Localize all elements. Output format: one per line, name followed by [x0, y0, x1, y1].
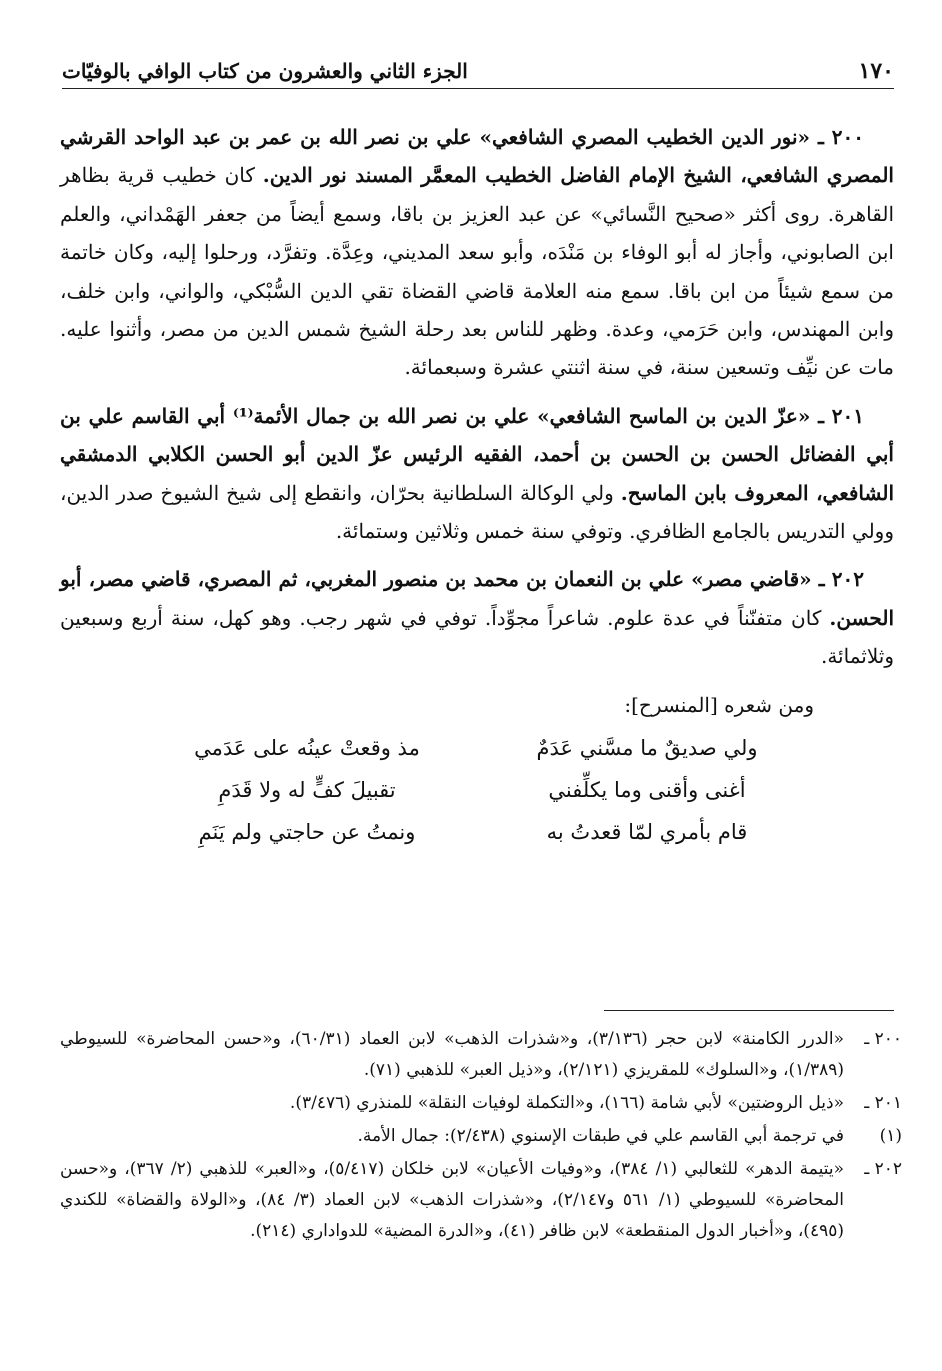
verse-first-hemistich: أغنى وأقنى وما يكلِّفني — [548, 778, 746, 803]
footnote-text: «ذيل الروضتين» لأبي شامة (١٦٦)، و«التكملة لوفيات النقلة» للمنذري (٣/٤٧٦). — [289, 1093, 844, 1113]
verse-second-hemistich: مذ وقعتْ عينُه على عَدَمي — [194, 736, 420, 761]
poem-verse — [157, 812, 797, 854]
footnote-number: ٢٠١ ـ — [864, 1093, 902, 1113]
page-header — [62, 54, 894, 89]
entry-heading: ٢٠٠ ـ «نور الدين الخطيب المصري الشافعي» علي بن نصر الله بن عمر بن عبد الواحد القرشي المصري الشافعي، الشيخ الإمام الفاضل الخطيب المعمَّر المسند نور الدين. — [60, 125, 894, 188]
entry-body: كان خطيب قرية بظاهر القاهرة. روى أكثر «صحيح النَّسائي» عن عبد العزيز بن باقا، وسمع أيضاً من جعفر الهَمْداني، والعلم ابن الصابوني، وأجاز له أبو الوفاء بن مَنْدَه، وأبو سعد المديني، وعِدَّة. وتفرَّد، ورحلوا إليه، وكان خاتمة من سمع شيئاً من ابن باقا. سمع منه العلامة قاضي القضاة تقي الدين السُّبْكي، والواني، وابن خلف، وابن المهندس، وابن حَرَمي، وعدة. وظهر للناس بعد رحلة الشيخ شمس الدين من مصر، وأثنوا عليه. مات عن نيِّف وتسعين سنة، في سنة اثنتي عشرة وسبعمائة. — [60, 163, 894, 380]
footnote-text: في ترجمة أبي القاسم علي في طبقات الإسنوي (٢/٤٣٨): جمال الأمة. — [357, 1126, 844, 1146]
footnote — [60, 1088, 902, 1119]
footnote-text: «يتيمة الدهر» للثعالبي (١/ ٣٨٤)، و«وفيات الأعيان» لابن خلكان (٥/٤١٧)، و«العبر» للذهبي (٢/ ٣٦٧)، و«حسن المحاضرة» للسيوطي (١/ ٥٦١ و٢/١٤٧)، و«شذرات الذهب» لابن العماد (٣/ ٨٤)، و«الولاة والقضاة» للكندي (٤٩٥)، و«أخبار الدول المنقطعة» لابن ظافر (٤١)، و«الدرة المضية» للدواداري (٢١٤). — [60, 1159, 845, 1241]
footnote — [60, 1024, 902, 1086]
entry-body: كان متفنّناً في عدة علوم. شاعراً مجوِّداً. توفي في شهر رجب. وهو كهل، سنة أربع وسبعين وثلاثمائة. — [60, 605, 894, 669]
footnote-separator — [604, 1010, 894, 1011]
footnote-number: (١) — [879, 1126, 902, 1146]
footnote-text: «الدرر الكامنة» لابن حجر (٣/١٣٦)، و«شذرات الذهب» لابن العماد (٦٠/٣١)، و«حسن المحاضرة» للسيوطي (١/٣٨٩)، و«السلوك» للمقريزي (٢/١٢١)، و«ذيل العبر» للذهبي (٧١). — [60, 1029, 844, 1080]
poem-verse — [157, 728, 797, 770]
verse-first-hemistich: ولي صديقٌ ما مسَّني عَدَمٌ — [536, 736, 758, 761]
main-text — [60, 118, 894, 854]
entry-202 — [60, 560, 894, 675]
footnote — [60, 1154, 902, 1247]
footnote — [60, 1121, 902, 1152]
verse-second-hemistich: ونمتُ عن حاجتي ولم يَنَمِ — [198, 820, 416, 845]
poem — [157, 728, 797, 854]
footnote-number: ٢٠٠ ـ — [864, 1029, 902, 1049]
poem-verse — [157, 770, 797, 812]
verse-second-hemistich: تقبيلَ كفٍّ له ولا قَدَمِ — [218, 778, 396, 803]
entry-body: ولي الوكالة السلطانية بحرّان، وانقطع إلى شيخ الشيوخ صدر الدين، وولي التدريس بالجامع الظافري. وتوفي سنة خمس وثلاثين وستمائة. — [60, 480, 894, 544]
footnotes — [60, 1024, 902, 1249]
page-number: ١٧٠ — [858, 58, 894, 84]
entry-heading: ٢٠١ ـ «عزّ الدين بن الماسح الشافعي» علي بن نصر الله بن جمال الأئمة⁽¹⁾ أبي القاسم علي بن أبي الفضائل الحسن بن الحسن بن أحمد، الفقيه الرئيس عزّ الدين أبو الحسن الكلابي الدمشقي الشافعي، المعروف بابن الماسح. — [60, 403, 895, 505]
poem-intro: ومن شعره [المنسرح]: — [624, 692, 814, 717]
entry-200 — [60, 118, 894, 387]
footnote-number: ٢٠٢ ـ — [864, 1159, 902, 1179]
entry-heading: ٢٠٢ ـ «قاضي مصر» علي بن النعمان بن محمد بن منصور المغربي، ثم المصري، قاضي مصر، أبو الحسن. — [60, 567, 894, 630]
entry-201 — [60, 397, 894, 551]
running-title: الجزء الثاني والعشرون من كتاب الوافي بالوفيّات — [62, 59, 468, 83]
verse-first-hemistich: قام بأمري لمّا قعدتُ به — [546, 820, 748, 845]
